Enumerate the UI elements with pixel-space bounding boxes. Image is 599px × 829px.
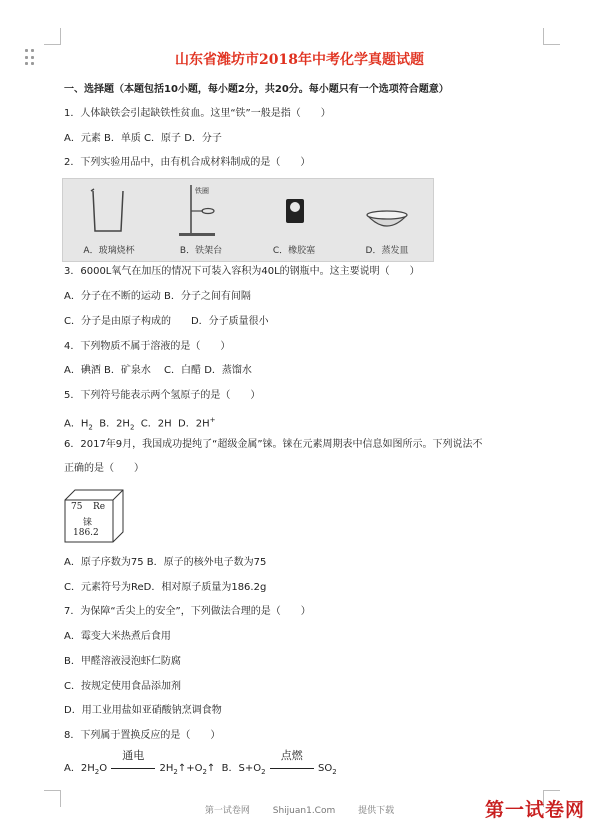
q6-stem-line2: 正确的是（ ） [64, 463, 144, 474]
iron-stand-label: B．铁架台 [179, 246, 223, 256]
q1-options: A．元素 B．单质 C．原子 D．分子 [64, 133, 222, 144]
beaker-label: A．玻璃烧杯 [83, 246, 135, 256]
beaker-icon [63, 179, 155, 239]
q2-stem: 2．下列实验用品中，由有机合成材料制成的是（ ） [64, 157, 311, 168]
ignition-arrow: 点燃 [269, 763, 315, 775]
page-title: 山东省潍坊市2018年中考化学真题试题 [175, 52, 424, 68]
q3-stem: 3．6000L氧气在加压的情况下可装入容积为40L的钢瓶中。这主要说明（ ） [64, 266, 420, 277]
q8-stem: 8．下列属于置换反应的是（ ） [64, 730, 221, 741]
iron-stand-figure [155, 179, 247, 261]
electrolysis-arrow: 通电 [110, 763, 156, 775]
footer-site-name: 第一试卷网 [204, 806, 250, 816]
iron-ring-tag: 铁圈 [195, 187, 209, 195]
q6-stem-line1: 6．2017年9月，我国成功提纯了“超级金属”铼。铼在元素周期表中信息如图所示。下列说法不 [64, 439, 483, 450]
atomic-number: 75 [71, 502, 83, 512]
watermark-logo: 第一试卷网 [484, 799, 585, 821]
margin-corner-top-right [543, 28, 560, 45]
q5-option-b: B．2H [99, 418, 130, 430]
footer-note: 提供下载 [358, 806, 395, 816]
rubber-stopper-icon [248, 179, 340, 239]
evaporating-dish-icon [341, 179, 433, 239]
footer-url[interactable]: Shijuan1.Com [272, 806, 336, 816]
beaker-figure [63, 179, 155, 261]
evaporating-dish-figure [341, 179, 433, 261]
atomic-mass: 186.2 [73, 528, 99, 538]
q7-option-c: C．按规定使用食品添加剂 [64, 681, 181, 692]
lab-equipment-image [62, 178, 434, 262]
q1-stem: 1．人体缺铁会引起缺铁性贫血。这里“铁”一般是指（ ） [64, 108, 331, 119]
q8-options: A．$2H_2O$ 通电 $2H_2↑+O_2↑$ B．$S+O_2$ 点燃 $SO_2$ [64, 749, 337, 776]
q4-stem: 4．下列物质不属于溶液的是（ ） [64, 341, 231, 352]
q5-options: A．$H_2$ B．$2H_2$ C．2H D．2H+ [64, 416, 216, 432]
evaporating-dish-label: D．蒸发皿 [365, 246, 409, 256]
q5-stem: 5．下列符号能表示两个氢原子的是（ ） [64, 390, 261, 401]
rubber-stopper-figure [248, 179, 340, 261]
q6-options-cd: C．元素符号为ReD．相对原子质量为186.2g [64, 582, 267, 593]
q5-option-c: C．2H [140, 418, 172, 430]
section-heading: 一、选择题（本题包括10小题，每小题2分，共20分。每小题只有一个选项符合题意） [64, 84, 449, 95]
q3-options-ab: A．分子在不断的运动 B．分子之间有间隔 [64, 291, 251, 302]
element-symbol: Re [93, 502, 106, 512]
rubber-stopper-label: C．橡胶塞 [272, 246, 316, 256]
rhenium-element-card [63, 488, 125, 544]
q6-options-ab: A．原子序数为75 B．原子的核外电子数为75 [64, 557, 267, 568]
iron-stand-icon [155, 179, 247, 239]
q4-options: A．碘酒 B．矿泉水 C．白醋 D．蒸馏水 [64, 365, 252, 376]
q5-option-d: D．2H [178, 418, 210, 430]
element-name: 铼 [83, 518, 93, 528]
q3-options-cd: C．分子是由原子构成的 D．分子质量很小 [64, 316, 269, 327]
margin-corner-top-left [44, 28, 61, 45]
q5-option-a: A．H [64, 418, 89, 430]
q7-option-a: A．霉变大米热煮后食用 [64, 631, 171, 642]
q7-stem: 7．为保障“舌尖上的安全”，下列做法合理的是（ ） [64, 606, 311, 617]
q7-option-b: B．甲醛溶液浸泡虾仁防腐 [64, 656, 181, 667]
q7-option-d: D．用工业用盐如亚硝酸钠烹调食物 [64, 705, 222, 716]
